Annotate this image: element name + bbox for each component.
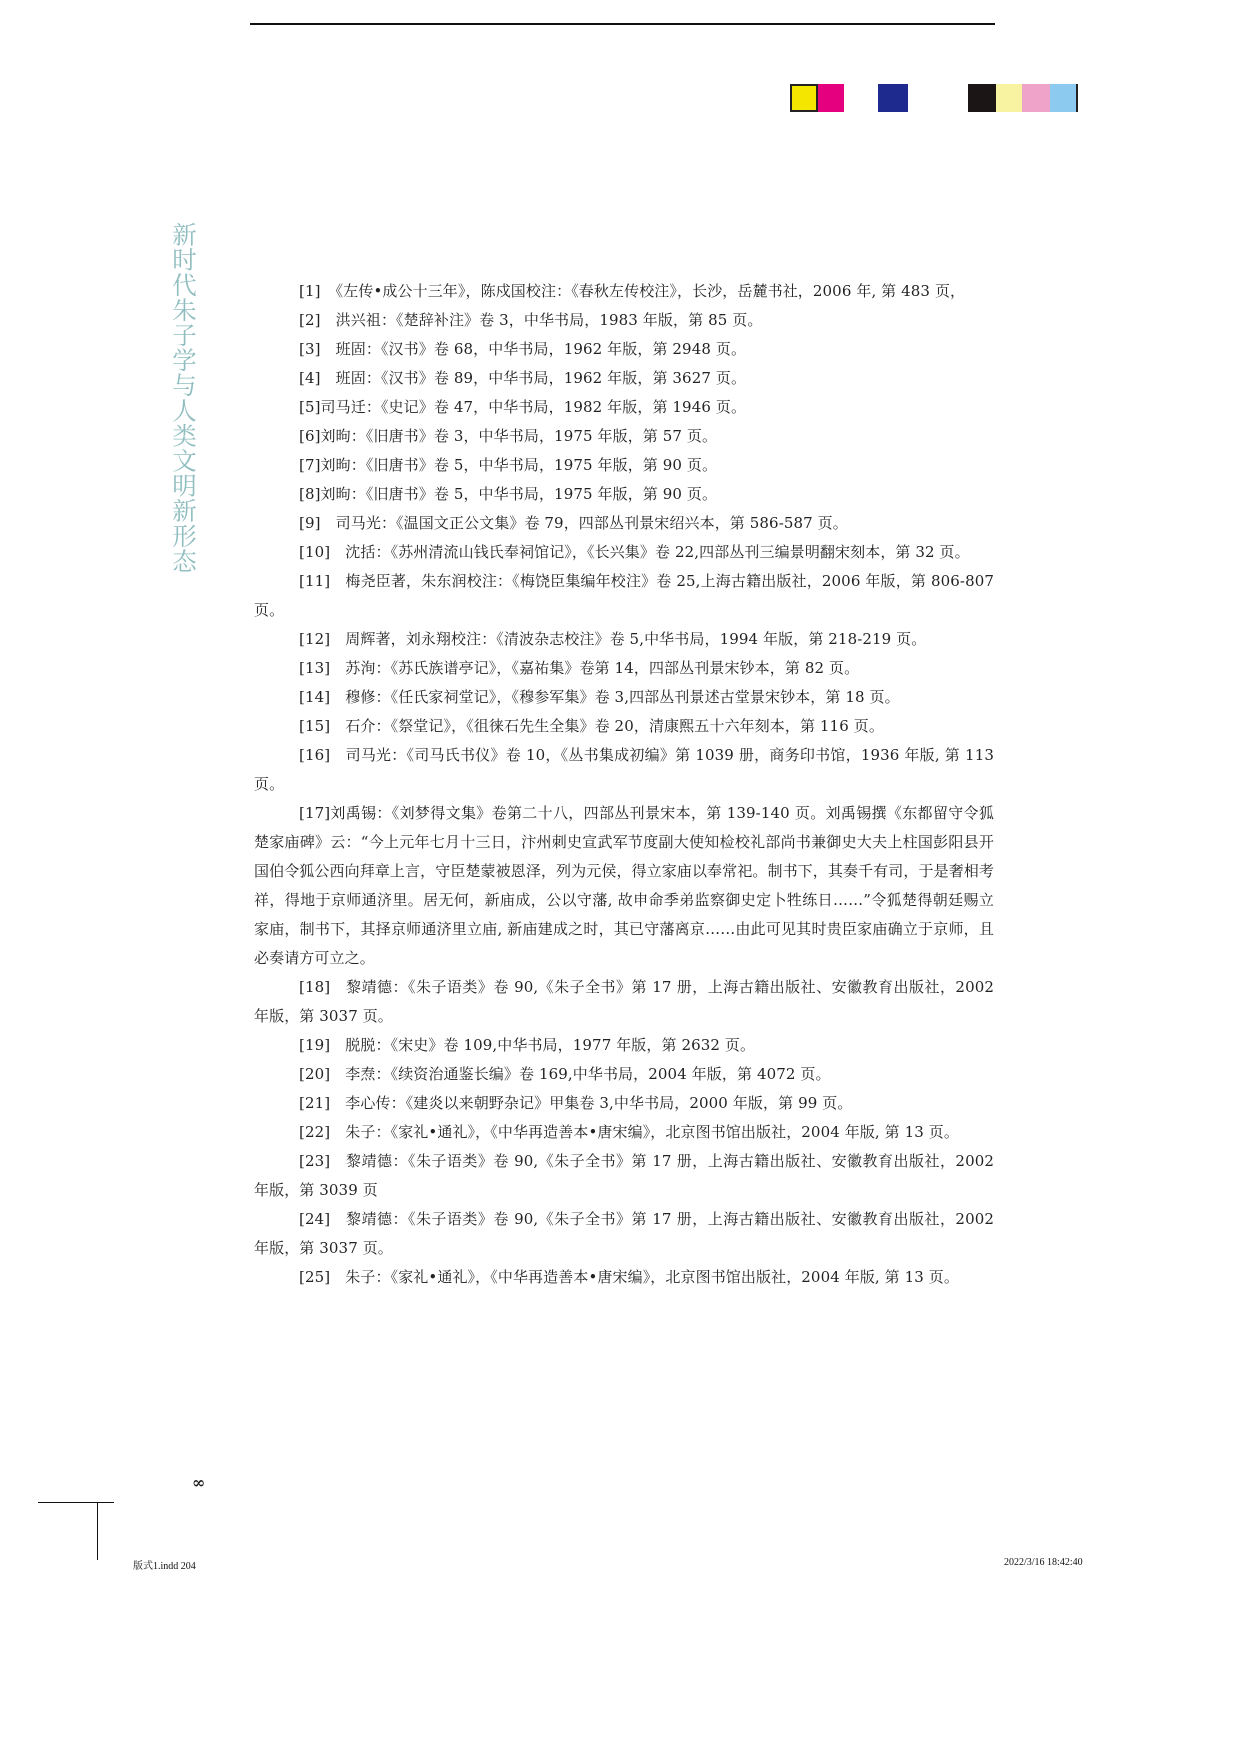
endnote-item: [22] 朱子：《家礼•通礼》，《中华再造善本•唐宋编》，北京图书馆出版社，2004 年版, 第 13 页。 (299, 1123, 959, 1141)
endnote-item: [14] 穆修：《任氏家祠堂记》，《穆参军集》卷 3,四部丛刊景述古堂景宋钞本，第 18 页。 (299, 688, 900, 706)
endnote-item: [3] 班固：《汉书》卷 68，中华书局，1962 年版，第 2948 页。 (299, 340, 747, 358)
endnote-item: [17]刘禹锡：《刘梦得文集》卷第二十八，四部丛刊景宋本，第 139-140 页。刘禹锡撰《东都留守令狐楚家庙碑》云：“今上元年七月十三日，汴州刺史宣武军节度副大使知检校礼部尚书兼御史大夫上柱国彭阳县开国伯令狐公西向拜章上言，守臣楚蒙被恩泽，列为元侯，得立家庙以奉常祀。制书下，其奏千有司，于是奢相考祥，得地于京师通济里。居无何，新庙成，公以守藩, 故申命季弟监察御史定卜牲练日……”令狐楚得朝廷赐立家庙，制书下，其择京师通济里立庙, 新庙建成之时，其已守藩离京……由此可见其时贵臣家庙确立于京师，且必奏请方可立之。 (254, 804, 994, 967)
endnote-item: [9] 司马光：《温国文正公文集》卷 79，四部丛刊景宋绍兴本，第 586-587 页。 (299, 514, 848, 532)
endnote-item: [7]刘昫：《旧唐书》卷 5，中华书局，1975 年版，第 90 页。 (299, 456, 718, 474)
endnote-item: [24] 黎靖德：《朱子语类》卷 90,《朱子全书》第 17 册，上海古籍出版社、安徽教育出版社，2002 年版，第 3037 页。 (254, 1210, 994, 1257)
crop-mark-vertical (97, 1502, 98, 1560)
color-swatch-blue (878, 84, 908, 112)
endnote-item: [2] 洪兴祖：《楚辞补注》卷 3，中华书局，1983 年版，第 85 页。 (299, 311, 763, 329)
color-swatch-black (968, 84, 996, 112)
color-swatch-yellow (790, 84, 818, 112)
color-registration-bar (790, 84, 1090, 112)
endnote-item: [19] 脱脱：《宋史》卷 109,中华书局，1977 年版，第 2632 页。 (299, 1036, 756, 1054)
endnote-item: [1] 《左传•成公十三年》，陈戍国校注：《春秋左传校注》，长沙，岳麓书社，2006 年, 第 483 页， (299, 282, 966, 300)
endnote-item: [8]刘昫：《旧唐书》卷 5，中华书局，1975 年版，第 90 页。 (299, 485, 718, 503)
endnote-item: [15] 石介：《祭堂记》，《徂徕石先生全集》卷 20，清康熙五十六年刻本，第 116 页。 (299, 717, 884, 735)
endnote-item: [6]刘昫：《旧唐书》卷 3，中华书局，1975 年版，第 57 页。 (299, 427, 718, 445)
color-swatch-magenta (818, 84, 844, 112)
endnote-item: [12] 周辉著，刘永翔校注：《清波杂志校注》卷 5,中华书局，1994 年版，第 218-219 页。 (299, 630, 927, 648)
endnote-item: [11] 梅尧臣著，朱东润校注：《梅饶臣集编年校注》卷 25,上海古籍出版社，2006 年版，第 806-807 页。 (254, 572, 994, 619)
endnote-item: [5]司马迁：《史记》卷 47，中华书局，1982 年版，第 1946 页。 (299, 398, 747, 416)
endnote-item: [21] 李心传：《建炎以来朝野杂记》甲集卷 3,中华书局，2000 年版，第 99 页。 (299, 1094, 853, 1112)
endnote-item: [25] 朱子：《家礼•通礼》，《中华再造善本•唐宋编》，北京图书馆出版社，2004 年版, 第 13 页。 (299, 1268, 959, 1286)
color-swatch-cyan (1050, 84, 1078, 112)
page-number: ∞ (192, 1473, 206, 1492)
endnote-item: [10] 沈括：《苏州清流山钱氏奉祠馆记》，《长兴集》卷 22,四部丛刊三编景明翻宋刻本，第 32 页。 (299, 543, 970, 561)
endnotes-list (254, 277, 994, 1292)
color-swatch-pale-yellow (996, 84, 1022, 112)
slug-filename: 版式1.indd 204 (133, 1561, 196, 1572)
endnote-item: [23] 黎靖德：《朱子语类》卷 90,《朱子全书》第 17 册，上海古籍出版社、安徽教育出版社，2002 年版，第 3039 页 (254, 1152, 994, 1199)
endnote-item: [20] 李焘：《续资治通鉴长编》卷 169,中华书局，2004 年版，第 4072 页。 (299, 1065, 831, 1083)
header-rule (250, 23, 995, 25)
running-title: 新时代朱子学与人类文明新形态 (169, 222, 198, 574)
endnote-item: [16] 司马光：《司马氏书仪》卷 10，《丛书集成初编》第 1039 册，商务印书馆，1936 年版, 第 113 页。 (254, 746, 994, 793)
color-swatch-pink (1022, 84, 1050, 112)
slug-timestamp: 2022/3/16 18:42:40 (1004, 1557, 1083, 1568)
crop-mark-horizontal (38, 1502, 114, 1503)
endnote-item: [4] 班固：《汉书》卷 89，中华书局，1962 年版，第 3627 页。 (299, 369, 747, 387)
endnote-item: [18] 黎靖德：《朱子语类》卷 90,《朱子全书》第 17 册，上海古籍出版社、安徽教育出版社，2002 年版，第 3037 页。 (254, 978, 994, 1025)
endnote-item: [13] 苏洵：《苏氏族谱亭记》，《嘉祐集》卷第 14，四部丛刊景宋钞本，第 82 页。 (299, 659, 860, 677)
